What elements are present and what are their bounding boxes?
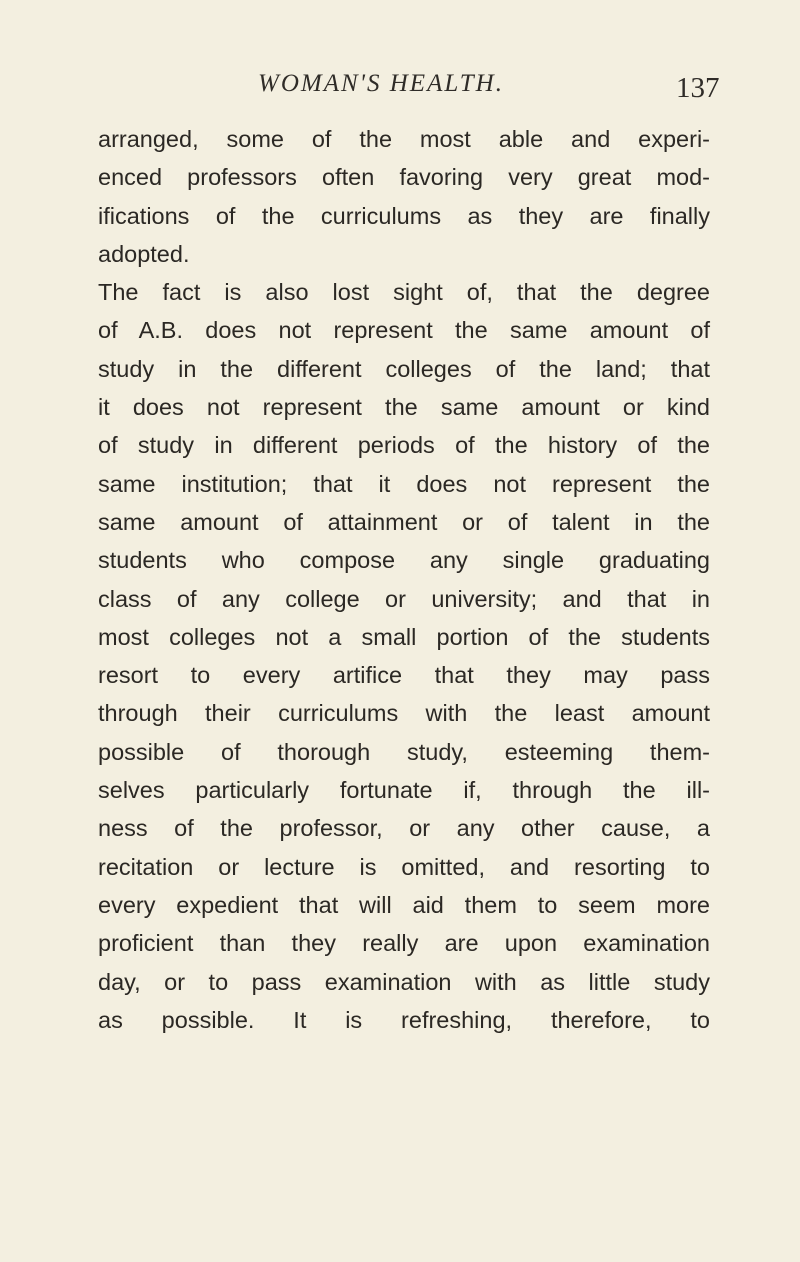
body-text	[98, 120, 710, 1039]
text-line: resort to every artifice that they may pass	[98, 662, 710, 689]
text-line: possible of thorough study, esteeming them-	[98, 738, 710, 765]
text-line: day, or to pass examination with as little study	[98, 968, 710, 995]
text-line: as possible. It is refreshing, therefore, to	[98, 1006, 710, 1033]
text-line: of study in different periods of the history of the	[98, 432, 710, 459]
text-line: The fact is also lost sight of, that the degree	[98, 279, 710, 306]
running-head-title: WOMAN'S HEALTH.	[258, 70, 504, 97]
text-line: enced professors often favoring very great mod-	[98, 164, 710, 191]
page-number: 137	[676, 72, 720, 104]
text-line: ifications of the curriculums as they are finally	[98, 202, 710, 229]
text-line: every expedient that will aid them to seem more	[98, 891, 710, 918]
text-line: same amount of attainment or of talent in the	[98, 508, 710, 535]
text-line: selves particularly fortunate if, through the ill-	[98, 777, 710, 804]
text-line: study in the different colleges of the land; that	[98, 355, 710, 382]
text-line: students who compose any single graduating	[98, 547, 710, 574]
text-line: arranged, some of the most able and experi-	[98, 126, 710, 152]
text-line: proficient than they really are upon examination	[98, 930, 710, 957]
text-line: adopted.	[98, 240, 190, 267]
text-line: through their curriculums with the least amount	[98, 700, 710, 727]
text-line: it does not represent the same amount or kind	[98, 394, 710, 421]
text-line: ness of the professor, or any other cause, a	[98, 815, 710, 842]
text-line: of A.B. does not represent the same amount of	[98, 317, 710, 344]
text-line: most colleges not a small portion of the students	[98, 623, 710, 650]
text-line: recitation or lecture is omitted, and resorting to	[98, 853, 710, 880]
text-line: same institution; that it does not represent the	[98, 470, 710, 497]
text-line: class of any college or university; and that in	[98, 585, 710, 612]
